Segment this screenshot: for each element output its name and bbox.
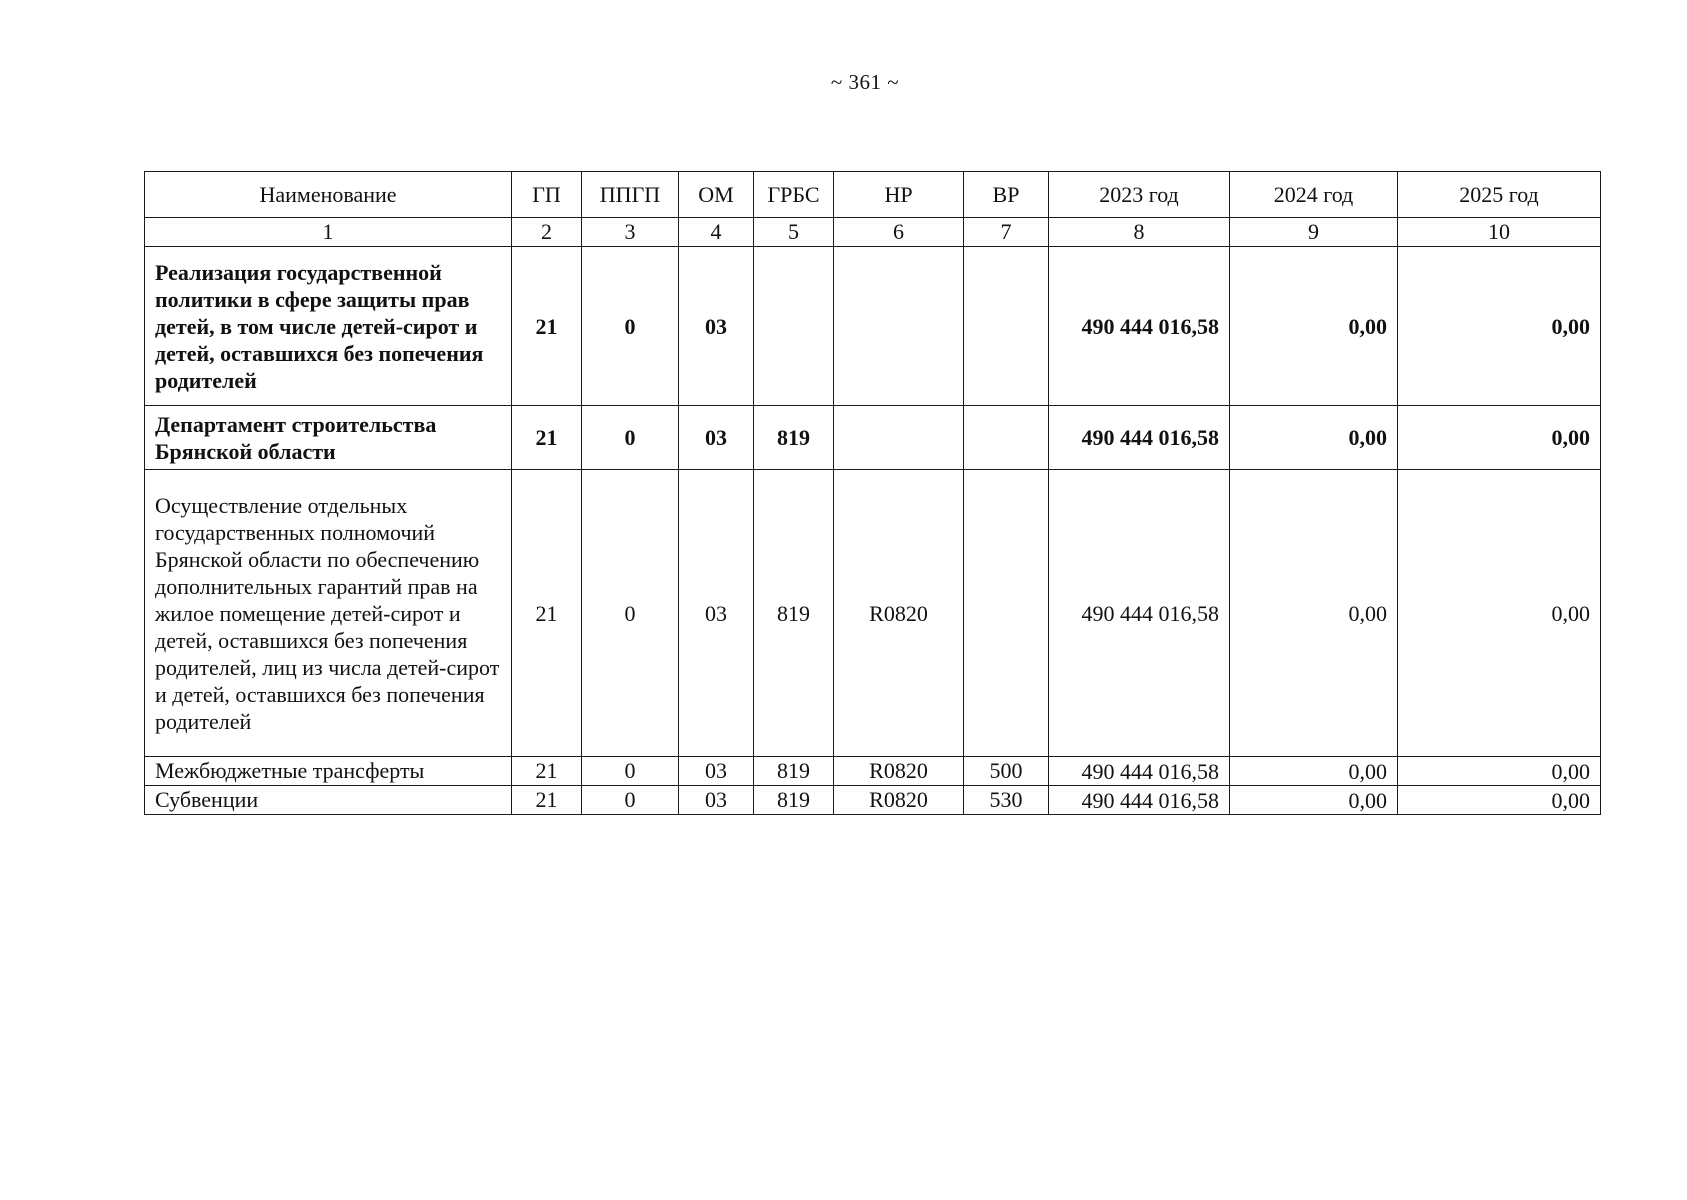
cell-ppgp: 0: [582, 406, 679, 470]
cell-2024: 0,00: [1230, 406, 1398, 470]
header-2023: 2023 год: [1049, 172, 1230, 218]
cell-grbs: 819: [754, 406, 834, 470]
cell-2023: 490 444 016,58: [1049, 757, 1230, 786]
column-number: 7: [964, 218, 1049, 247]
header-2024: 2024 год: [1230, 172, 1398, 218]
cell-om: 03: [679, 247, 754, 406]
column-number-row: [145, 218, 1601, 247]
cell-2025: 0,00: [1398, 470, 1601, 757]
budget-table: [144, 171, 1601, 815]
row-name: Осуществление отдельных государственных полномочий Брянской области по обеспечению дополнительных гарантий прав на жилое помещение детей-сирот и детей, оставшихся без попечения родителей, лиц из числа детей-сирот и детей, оставшихся без попечения родителей: [145, 470, 512, 757]
column-number: 6: [834, 218, 964, 247]
cell-2025: 0,00: [1398, 757, 1601, 786]
cell-ppgp: 0: [582, 786, 679, 815]
header-gp: ГП: [512, 172, 582, 218]
cell-nr: R0820: [834, 757, 964, 786]
column-number: 5: [754, 218, 834, 247]
cell-nr: R0820: [834, 470, 964, 757]
cell-om: 03: [679, 757, 754, 786]
header-vr: ВР: [964, 172, 1049, 218]
table-row: [145, 786, 1601, 815]
cell-grbs: 819: [754, 470, 834, 757]
cell-ppgp: 0: [582, 247, 679, 406]
cell-2024: 0,00: [1230, 786, 1398, 815]
cell-om: 03: [679, 470, 754, 757]
table-row: [145, 757, 1601, 786]
header-row: [145, 172, 1601, 218]
cell-2025: 0,00: [1398, 786, 1601, 815]
column-number: 8: [1049, 218, 1230, 247]
column-number: 10: [1398, 218, 1601, 247]
cell-2024: 0,00: [1230, 757, 1398, 786]
header-nr: НР: [834, 172, 964, 218]
cell-nr: [834, 406, 964, 470]
cell-2024: 0,00: [1230, 470, 1398, 757]
column-number: 9: [1230, 218, 1398, 247]
header-grbs: ГРБС: [754, 172, 834, 218]
header-2025: 2025 год: [1398, 172, 1601, 218]
cell-2024: 0,00: [1230, 247, 1398, 406]
cell-grbs: [754, 247, 834, 406]
column-number: 2: [512, 218, 582, 247]
cell-grbs: 819: [754, 757, 834, 786]
cell-2025: 0,00: [1398, 247, 1601, 406]
cell-nr: [834, 247, 964, 406]
cell-gp: 21: [512, 406, 582, 470]
cell-vr: 500: [964, 757, 1049, 786]
header-om: ОМ: [679, 172, 754, 218]
cell-vr: [964, 470, 1049, 757]
row-name: Межбюджетные трансферты: [145, 757, 512, 786]
cell-grbs: 819: [754, 786, 834, 815]
column-number: 3: [582, 218, 679, 247]
cell-om: 03: [679, 406, 754, 470]
cell-nr: R0820: [834, 786, 964, 815]
cell-2023: 490 444 016,58: [1049, 406, 1230, 470]
cell-gp: 21: [512, 247, 582, 406]
table-row: [145, 406, 1601, 470]
row-name: Реализация государственной политики в сфере защиты прав детей, в том числе детей-сирот и детей, оставшихся без попечения родителей: [145, 247, 512, 406]
cell-2025: 0,00: [1398, 406, 1601, 470]
cell-gp: 21: [512, 786, 582, 815]
cell-vr: [964, 247, 1049, 406]
cell-vr: 530: [964, 786, 1049, 815]
column-number: 1: [145, 218, 512, 247]
cell-ppgp: 0: [582, 470, 679, 757]
table-row: [145, 470, 1601, 757]
cell-gp: 21: [512, 470, 582, 757]
cell-2023: 490 444 016,58: [1049, 470, 1230, 757]
cell-gp: 21: [512, 757, 582, 786]
cell-om: 03: [679, 786, 754, 815]
cell-2023: 490 444 016,58: [1049, 247, 1230, 406]
column-number: 4: [679, 218, 754, 247]
cell-vr: [964, 406, 1049, 470]
cell-ppgp: 0: [582, 757, 679, 786]
table-row: [145, 247, 1601, 406]
row-name: Субвенции: [145, 786, 512, 815]
page-number: ~ 361 ~: [830, 70, 900, 94]
header-name: Наименование: [145, 172, 512, 218]
cell-2023: 490 444 016,58: [1049, 786, 1230, 815]
row-name: Департамент строительства Брянской области: [145, 406, 512, 470]
header-ppgp: ППГП: [582, 172, 679, 218]
